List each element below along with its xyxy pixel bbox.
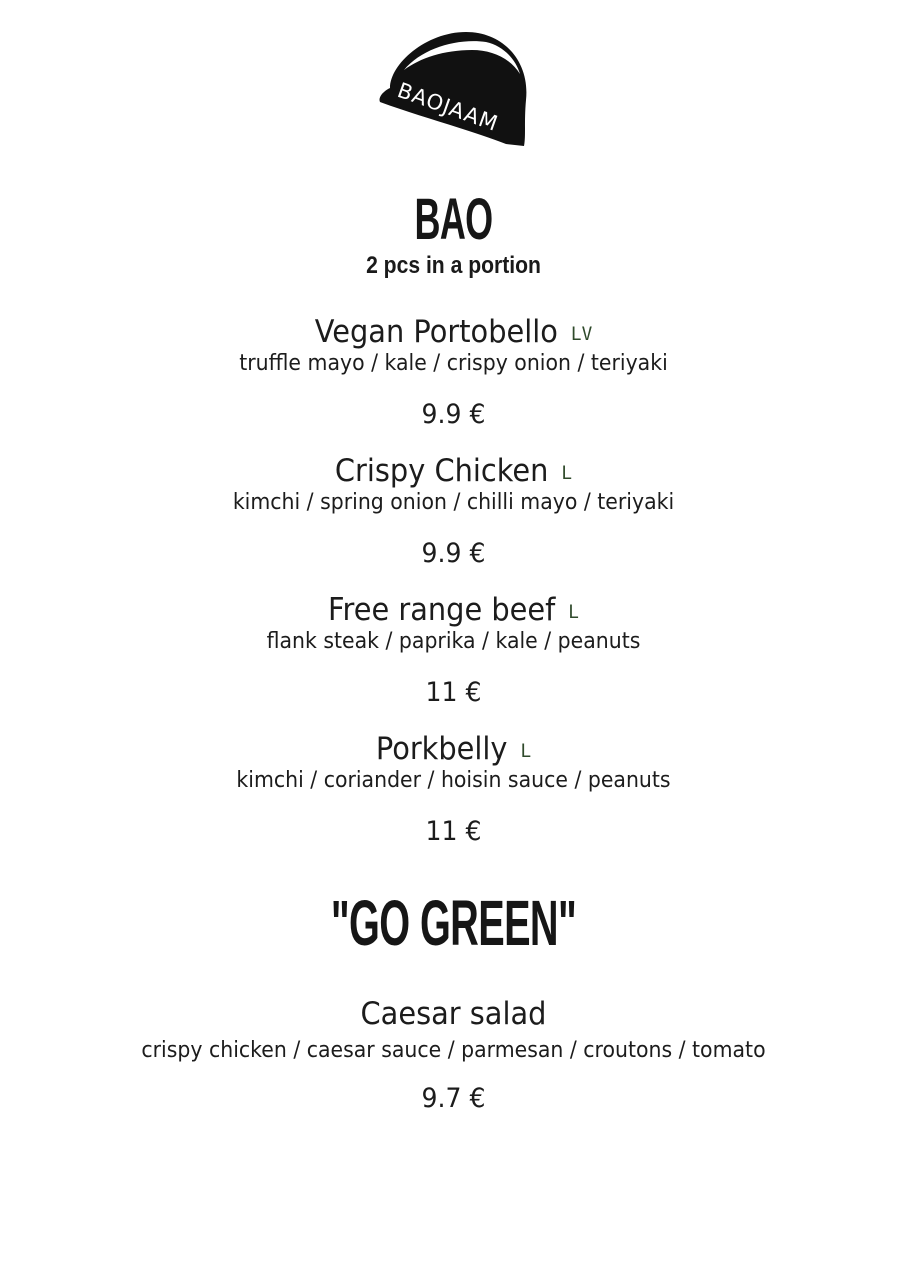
section-title-go-green: "GO GREEN" — [330, 887, 577, 959]
diet-tag: L — [520, 740, 532, 762]
menu-item-name — [32, 994, 876, 1034]
menu-item-price: 11 € — [425, 677, 482, 708]
menu-item-description: crispy chicken / caesar sauce / parmesan / croutons / tomato — [141, 1038, 766, 1063]
baojaam-logo — [374, 26, 534, 150]
item-name-text: Caesar salad — [360, 996, 547, 1032]
menu-item-description: flank steak / paprika / kale / peanuts — [266, 629, 641, 654]
menu-item-price: 9.9 € — [421, 399, 486, 430]
menu-item-price: 9.9 € — [421, 538, 486, 569]
diet-tag: L — [561, 462, 573, 484]
item-name-text: Porkbelly — [375, 731, 508, 767]
item-name-text: Vegan Portobello — [314, 314, 558, 350]
menu-item-name — [32, 590, 876, 632]
item-name-text: Free range beef — [328, 592, 556, 628]
menu-item-price: 9.7 € — [421, 1083, 486, 1114]
menu-item-name — [32, 451, 876, 493]
section-title-bao: BAO — [414, 187, 493, 252]
diet-tag: LV — [570, 323, 593, 345]
menu-item-description: truffle mayo / kale / crispy onion / teriyaki — [239, 351, 668, 376]
menu-item-description: kimchi / spring onion / chilli mayo / teriyaki — [232, 490, 675, 515]
diet-tag: L — [568, 601, 579, 623]
section-subtitle-bao: 2 pcs in a portion — [366, 252, 541, 279]
menu-item-price: 11 € — [425, 816, 482, 847]
item-name-text: Crispy Chicken — [334, 453, 549, 489]
logo-text: BAOJAAM — [394, 78, 502, 136]
menu-item-name — [32, 312, 876, 354]
menu-item-description: kimchi / coriander / hoisin sauce / peanuts — [236, 768, 671, 793]
menu-item-name — [32, 729, 876, 771]
